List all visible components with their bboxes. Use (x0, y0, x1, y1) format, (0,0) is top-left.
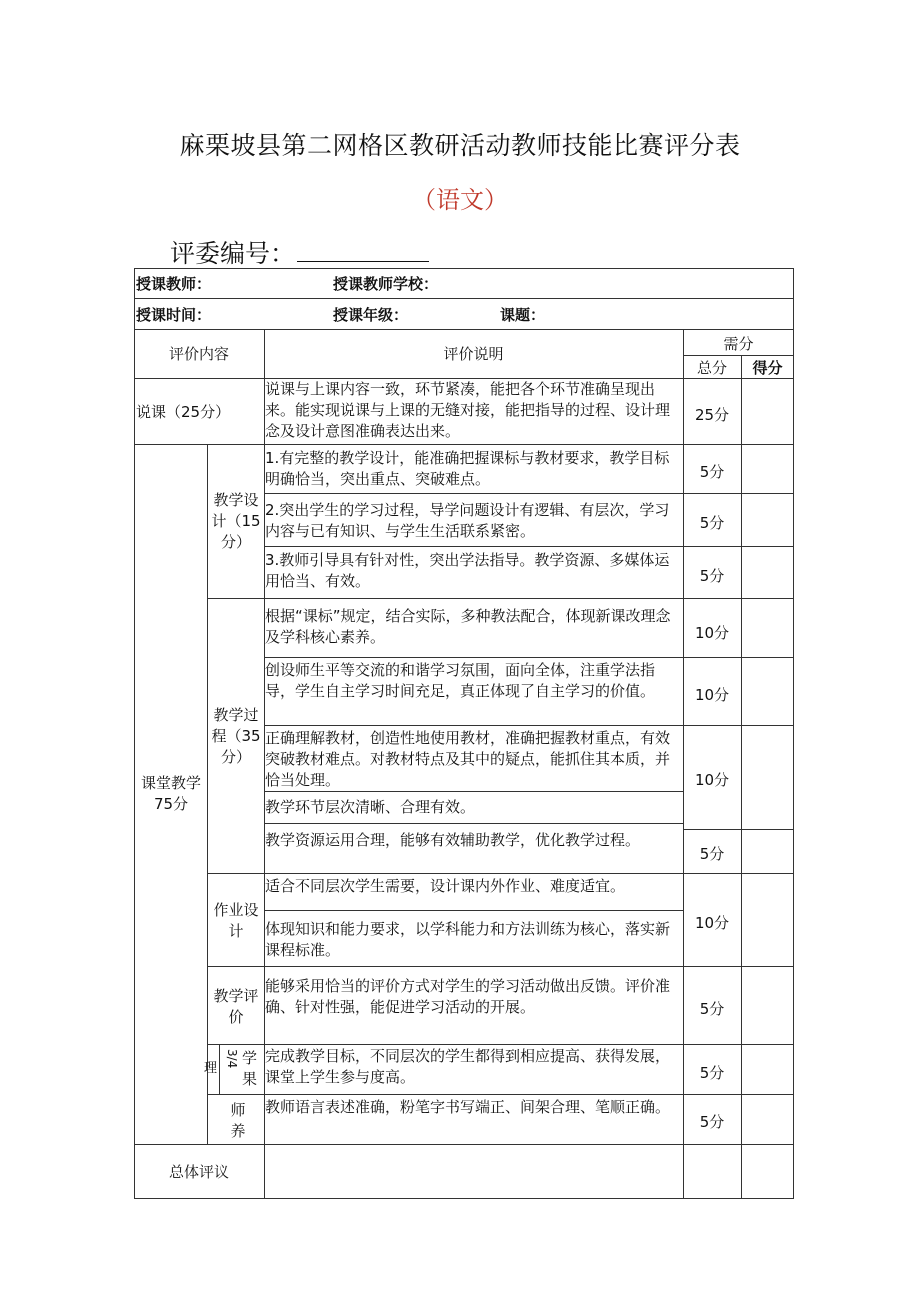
effect-inner-line (219, 1044, 220, 1094)
evaluation-score: 5分 (699, 1000, 725, 1018)
design-label: 教学设计（15分） (211, 491, 261, 551)
literacy-label: 师养 (230, 1101, 246, 1140)
rule-process-2 (264, 725, 794, 726)
shuoke-label: 说课（25分） (136, 403, 231, 421)
shuoke-desc: 说课与上课内容一致，环节紧凑，能把各个环节准确呈现出来。能实现说课与上课的无缝对接，能把指导的过程、设计理念及设计意图准确表达出来。 (265, 380, 671, 440)
time-label: 授课时间： (136, 306, 212, 324)
judge-number (170, 234, 429, 270)
subject-subtitle: （语文） (412, 186, 508, 214)
effect-score: 5分 (699, 1064, 725, 1082)
homework-item-2: 体现知识和能力要求，以学科能力和方法训练为核心，落实新课程标准。 (265, 920, 671, 959)
design-score-1: 5分 (699, 463, 725, 481)
process-item-3: 正确理解教材，创造性地使用教材，准确把握教材重点，有效突破教材难点。对教材特点及其中的疑点，能抓住其本质，并恰当处理。 (265, 729, 671, 789)
shuoke-score: 25分 (694, 406, 730, 424)
rule-process-3 (264, 791, 683, 792)
overall-label: 总体评议 (168, 1163, 229, 1181)
header-content: 评价内容 (168, 345, 229, 363)
process-label: 教学过程（35分） (211, 706, 261, 766)
process-score-5: 5分 (699, 845, 725, 863)
process-item-5: 教学资源运用合理，能够有效辅助教学，优化教学过程。 (265, 831, 641, 849)
literacy-desc: 教师语言表述准确，粉笔字书写端正、间架合理、笔顺正确。 (265, 1098, 671, 1116)
rule-process-5 (207, 873, 794, 874)
rule-design-1 (264, 493, 794, 494)
effect-label-a: 学果 (242, 1049, 258, 1088)
overall-input[interactable] (265, 1145, 682, 1198)
homework-label: 作业设计 (213, 901, 259, 940)
process-item-1: 根据“课标”规定，结合实际，多种教法配合，体现新课改理念及学科核心素养。 (265, 607, 671, 646)
evaluation-desc: 能够采用恰当的评价方式对学生的学习活动做出反馈。评价准确、针对性强，能促进学习活动的开展。 (265, 977, 671, 1016)
process-item-2: 创设师生平等交流的和谐学习氛围，面向全体，注重学法指导，学生自主学习时间充足，真正体现了自主学习的价值。 (265, 661, 656, 700)
design-score-2: 5分 (699, 514, 725, 532)
rule-shuoke (134, 444, 794, 445)
effect-desc: 完成教学目标，不同层次的学生都得到相应提高、获得发展，课堂上学生参与度高。 (265, 1047, 671, 1086)
judge-number-blank[interactable] (297, 237, 429, 262)
rule-design-2 (264, 546, 794, 547)
header-got: 得分 (752, 359, 783, 377)
page-title: 麻栗坡县第二网格区教研活动教师技能比赛评分表 (179, 131, 741, 160)
classroom-label: 课堂教学75分 (140, 774, 201, 813)
rule-process-4 (264, 823, 683, 824)
design-item-1: 1.有完整的教学设计，能准确把握课标与教材要求，教学目标明确恰当，突出重点、突破难点。 (265, 449, 670, 488)
rule-process-4b (683, 829, 794, 830)
homework-score: 10分 (694, 914, 730, 932)
process-score-2: 10分 (694, 686, 730, 704)
grade-label: 授课年级： (333, 306, 409, 324)
rule-info1 (134, 298, 794, 299)
header-need: 需分 (723, 335, 754, 353)
school-label: 授课教师学校： (333, 275, 439, 293)
col-line-3 (741, 355, 742, 1199)
effect-label-b: 3/4 (225, 1049, 239, 1069)
homework-item-1: 适合不同层次学生需要，设计课内外作业、难度适宜。 (265, 877, 626, 895)
topic-label: 课题： (500, 306, 546, 324)
rule-homework-2 (207, 966, 794, 967)
judge-number-label: 评委编号： (170, 239, 296, 268)
literacy-score: 5分 (699, 1113, 725, 1131)
header-desc: 评价说明 (443, 345, 504, 363)
rule-design-3 (207, 598, 794, 599)
evaluation-label: 教学评价 (213, 987, 259, 1026)
design-score-3: 5分 (699, 567, 725, 585)
rule-effect (207, 1094, 794, 1095)
design-item-3: 3.教师引导具有针对性，突出学法指导。教学资源、多媒体运用恰当、有效。 (265, 551, 670, 590)
rule-info2 (134, 329, 794, 330)
rule-homework-1 (264, 910, 683, 911)
process-score-3: 10分 (694, 771, 730, 789)
effect-label-c: 理 (204, 1061, 218, 1076)
process-item-4: 教学环节层次清晰、合理有效。 (265, 798, 476, 816)
rule-header-mid (683, 355, 794, 356)
process-score-1: 10分 (694, 624, 730, 642)
design-item-2: 2.突出学生的学习过程，导学问题设计有逻辑、有层次，学习内容与已有知识、与学生生活联系紧密。 (265, 501, 670, 540)
header-total: 总分 (696, 359, 727, 377)
rule-process-1 (264, 657, 794, 658)
rule-evaluation (207, 1044, 794, 1045)
teacher-label: 授课教师： (136, 275, 212, 293)
